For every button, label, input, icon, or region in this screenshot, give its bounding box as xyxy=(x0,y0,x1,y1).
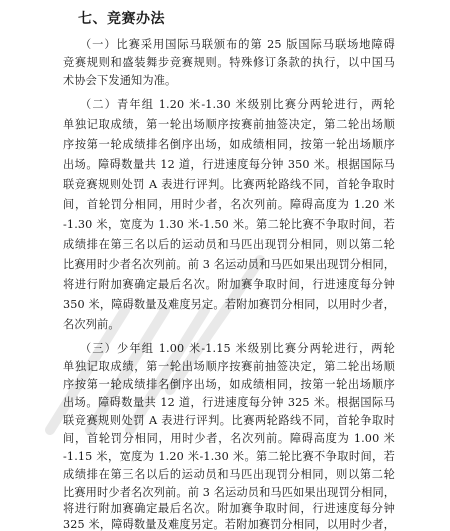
text-line: 成绩排在第三名以后的运动员和马匹出现罚分相同，则以第二轮 xyxy=(63,238,395,251)
text-line: 序按第一轮成绩排名倒序出场，如成绩相同，按第一轮出场顺序 xyxy=(63,138,395,151)
text-line: 将进行附加赛确定最后名次。附加赛争取时间，行进速度每分钟 xyxy=(63,502,395,515)
text-line: 出场。障碍数量共 12 道，行进速度每分钟 325 米。根据国际马 xyxy=(63,396,395,409)
text-line: 将进行附加赛确定最后名次。附加赛争取时间，行进速度每分钟 xyxy=(63,278,395,291)
text-line: （三）少年组 1.00 米-1.15 米级别比赛分两轮进行，两轮 xyxy=(80,342,395,355)
text-line: 325 米，障碍数量及难度另定。若附加赛罚分相同，以用时少者， xyxy=(63,518,395,531)
text-line: -1.15 米，宽度为 1.20 米-1.30 米。第二轮比赛不争取时间，若 xyxy=(63,450,395,463)
text-line: 出场。障碍数量共 12 道，行进速度每分钟 350 米。根据国际马 xyxy=(63,158,395,171)
section-title: 七、竞赛办法 xyxy=(78,11,165,27)
text-line: 单独记取成绩，第一轮出场顺序按赛前抽签决定，第二轮出场顺 xyxy=(63,360,395,373)
text-line: 名次列前。 xyxy=(63,318,120,331)
text-line: 序按第一轮成绩排名倒序出场，如成绩相同，按第一轮出场顺序 xyxy=(63,378,395,391)
text-line: 联竞赛规则处罚 A 表进行评判。比赛两轮路线不同，首轮争取时 xyxy=(63,178,395,191)
text-line: 间，首轮罚分相同，用时少者，名次列前。障碍高度为 1.20 米 xyxy=(63,198,395,211)
text-line: 间，首轮罚分相同，用时少者，名次列前。障碍高度为 1.00 米 xyxy=(63,432,395,445)
text-line: （一）比赛采用国际马联颁布的第 25 版国际马联场地障碍 xyxy=(80,38,395,51)
text-line: 比赛用时少者名次列前。前 3 名运动员和马匹如果出现罚分相同， xyxy=(63,258,396,271)
text-line: 成绩排在第三名以后的运动员和马匹出现罚分相同，则以第二轮 xyxy=(63,468,395,481)
text-line: -1.30 米，宽度为 1.30 米-1.50 米。第二轮比赛不争取时间，若 xyxy=(63,218,395,231)
text-line: 术协会下发通知为准。 xyxy=(63,74,177,87)
text-line: 联竞赛规则处罚 A 表进行评判。比赛两轮路线不同，首轮争取时 xyxy=(63,414,395,427)
text-line: 比赛用时少者名次列前。前 3 名运动员和马匹如果出现罚分相同， xyxy=(63,486,396,499)
text-line: 竞赛规则和盛装舞步竞赛规则。特殊修订条款的执行，以中国马 xyxy=(63,56,395,69)
text-line: 350 米，障碍数量及难度另定。若附加赛罚分相同，以用时少者， xyxy=(63,298,395,311)
text-line: （二）青年组 1.20 米-1.30 米级别比赛分两轮进行，两轮 xyxy=(80,98,395,111)
text-line: 单独记取成绩，第一轮出场顺序按赛前抽签决定，第二轮出场顺 xyxy=(63,118,395,131)
